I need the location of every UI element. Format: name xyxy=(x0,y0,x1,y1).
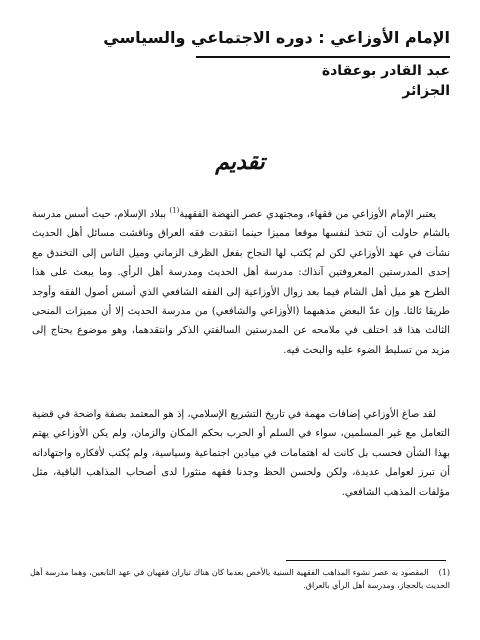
header-underline xyxy=(196,56,450,58)
paragraph-1-rest: ببلاد الإسلام، حيث أسس مدرسة بالشام حاولت أن تتخذ لنفسها موقعا مميزا حينما انتقدت فقه العراق وناقشت مسائل أهل الحديث نشأت في عهد الأوزاعي لكن لم يُكتب لها النجاح بفعل الظرف الزماني وميل الناس إلى التخندق مع إحدى المدرستين المعروفتين آنذاك: مدرسة أهل الحديث ومدرسة أهل الرأي. وما يبعث على هذا الطرح هو ميل أهل الشام فيما بعد زوال الأوزاعية إلى الفقه الشافعي الذي أسس أصول الفقه وأوجد طريقا ثالثا. وإن عدّ البعض مذهبهما (الأوزاعي والشافعي) من مدرسة الحديث إلا أن مميزات المنحى الثالث هذا قد اختلف في ملامحه عن المدرستين السالفتي الذكر وانتقدهما، وهو موضوع يحتاج إلى مزيد من تسليط الضوء عليه والبحث فيه. xyxy=(32,209,450,356)
paragraph-1-start: يعتبر الإمام الأوزاعي من فقهاء، ومجتهدي عصر النهضة الفقهية xyxy=(179,209,436,220)
running-header-title: الإمام الأوزاعي : دوره الاجتماعي والسياسي xyxy=(103,28,450,47)
footnote-reference-mark[interactable]: (1) xyxy=(169,206,180,215)
footnote xyxy=(30,566,450,592)
footnote-divider xyxy=(286,560,446,561)
body-paragraph-2: لقد صاغ الأوزاعي إضافات مهمة في تاريخ التشريع الإسلامي، إذ هو المعتمد بصفة واضحة في قضية التعامل مع غير المسلمين، سواء في السلم أو الحرب بحكم المكان والزمان، ولم يكن الأوزاعي يهتم بهذا الشأن فحسب بل كانت له اهتمامات في ميادين اجتماعية وسياسية، ولم يُكتب لأفكاره واجتهاداته أن تبرز لعوامل عديدة، ولكن ولحسن الحظ وجدنا فقهه منثورا لدى أصحاب المذاهب الباقية، مثل مؤلفات المذهب الشافعي. xyxy=(32,409,450,498)
footnote-text: المقصود به عصر نشوء المذاهب الفقهية السنية بالأخص بعدما كان هناك تياران فقهيان في عهد التابعين، وهما مدرسة أهل الحديث بالحجاز، ومدرسة أهل الرأي بالعراق. xyxy=(30,568,450,590)
author-country: الجزائر xyxy=(402,83,450,99)
footnote-number: (1) xyxy=(438,568,450,577)
author-name: عبد القادر بوعقادة xyxy=(321,63,450,79)
section-heading: تقديم xyxy=(215,149,265,175)
body-paragraph-1 xyxy=(32,205,450,360)
